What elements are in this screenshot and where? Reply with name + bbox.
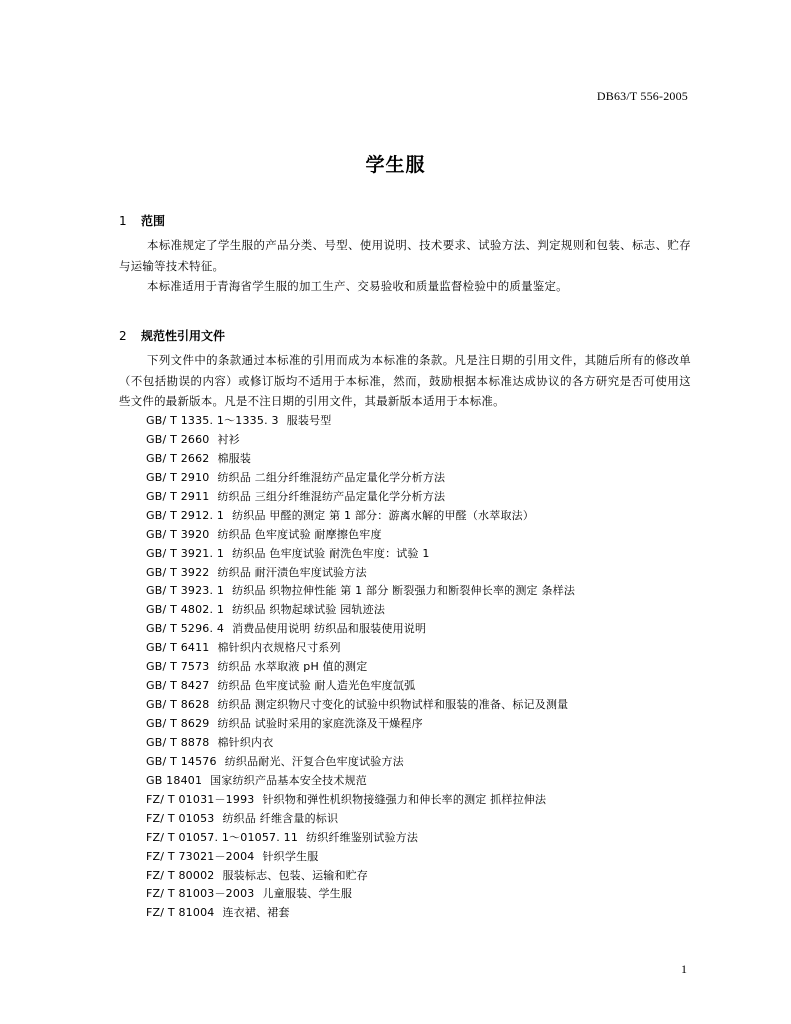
reference-item (146, 507, 575, 526)
reference-code: GB/ T 7573 (146, 660, 210, 674)
paragraph: 下列文件中的条款通过本标准的引用而成为本标准的条款。凡是注日期的引用文件，其随后所有的修改单（不包括勘误的内容）或修订版均不适用于本标准，然而，鼓励根据本标准达成协议的各方研究是否可使用这些文件的最新版本。凡是不注日期的引用文件，其最新版本适用于本标准。 (119, 353, 691, 408)
reference-item (146, 582, 575, 601)
reference-item (146, 412, 575, 431)
reference-code: FZ/ T 01057. 1～01057. 11 (146, 830, 299, 844)
section-title: 范围 (141, 214, 166, 228)
reference-item (146, 545, 575, 564)
paragraph: 本标准规定了学生服的产品分类、号型、使用说明、技术要求、试验方法、判定规则和包装、标志、贮存与运输等技术特征。 (119, 238, 691, 273)
reference-item (146, 677, 575, 696)
reference-list (146, 412, 575, 923)
reference-code: GB/ T 3922 (146, 565, 210, 579)
reference-item (146, 450, 575, 469)
reference-code: GB/ T 5296. 4 (146, 622, 225, 636)
reference-code: GB/ T 8628 (146, 698, 210, 712)
reference-title: 纺织品 试验时采用的家庭洗涤及干燥程序 (217, 717, 423, 730)
reference-code: GB/ T 2662 (146, 451, 210, 465)
reference-title: 纺织品 二组分纤维混纺产品定量化学分析方法 (217, 470, 446, 484)
reference-title: 针织学生服 (262, 849, 319, 863)
reference-item (146, 564, 575, 583)
reference-item (146, 904, 575, 923)
reference-item (146, 469, 575, 488)
reference-item (146, 696, 575, 715)
reference-code: GB/ T 3923. 1 (146, 584, 225, 598)
reference-item (146, 867, 575, 886)
reference-title: 纺织品 织物拉伸性能 第 1 部分 断裂强力和断裂伸长率的测定 条样法 (232, 584, 576, 598)
reference-title: 纺织品耐光、汗复合色牢度试验方法 (224, 754, 404, 768)
reference-title: 纺织品 色牢度试验 耐人造光色牢度氙弧 (217, 679, 416, 693)
page-title: 学生服 (365, 154, 426, 176)
reference-code: GB/ T 2910 (146, 470, 210, 484)
reference-item (146, 639, 575, 658)
reference-item (146, 734, 575, 753)
reference-item (146, 620, 575, 639)
reference-title: 纺织品 测定织物尺寸变化的试验中织物试样和服装的准备、标记及测量 (217, 698, 569, 712)
reference-title: 纺织品 色牢度试验 耐洗色牢度：试验 1 (232, 546, 430, 560)
reference-code: GB/ T 2660 (146, 432, 210, 446)
reference-code: GB/ T 2912. 1 (146, 508, 225, 522)
section-title: 规范性引用文件 (141, 329, 226, 343)
reference-code: GB/ T 14576 (146, 754, 217, 768)
reference-item (146, 753, 575, 772)
section-number: 1 (119, 214, 127, 228)
reference-title: 儿童服装、学生服 (262, 887, 353, 901)
reference-item (146, 810, 575, 829)
reference-code: FZ/ T 80002 (146, 868, 215, 882)
reference-item (146, 715, 575, 734)
reference-code: GB 18401 (146, 773, 203, 787)
reference-code: GB/ T 8427 (146, 679, 210, 693)
reference-title: 纺织品 织物起球试验 园轨迹法 (232, 603, 386, 617)
reference-title: 纺织品 纤维含量的标识 (222, 811, 339, 825)
reference-code: GB/ T 6411 (146, 641, 210, 655)
section-number: 2 (119, 329, 127, 343)
reference-item (146, 829, 575, 848)
reference-code: FZ/ T 81003－2003 (146, 887, 255, 901)
reference-code: GB/ T 8629 (146, 717, 210, 730)
reference-title: 纺织纤维鉴别试验方法 (306, 830, 419, 844)
reference-title: 纺织品 甲醛的测定 第 1 部分：游离水解的甲醛（水萃取法） (232, 508, 535, 522)
reference-title: 纺织品 耐汗渍色牢度试验方法 (217, 565, 367, 579)
reference-item (146, 885, 575, 904)
reference-code: GB/ T 8878 (146, 735, 210, 749)
reference-item (146, 488, 575, 507)
reference-title: 棉服装 (217, 451, 252, 465)
reference-title: 衬衫 (217, 432, 240, 446)
reference-code: GB/ T 4802. 1 (146, 603, 225, 617)
reference-title: 棉针织内衣规格尺寸系列 (217, 641, 341, 655)
reference-title: 纺织品 色牢度试验 耐摩擦色牢度 (217, 527, 382, 541)
reference-code: FZ/ T 01031－1993 (146, 792, 255, 806)
paragraph: 本标准适用于青海省学生服的加工生产、交易验收和质量监督检验中的质量鉴定。 (147, 279, 568, 293)
section-heading-references (119, 327, 225, 344)
reference-item (146, 601, 575, 620)
reference-title: 连衣裙、裙套 (222, 906, 290, 920)
reference-code: GB/ T 3921. 1 (146, 546, 225, 560)
reference-item (146, 431, 575, 450)
reference-title: 国家纺织产品基本安全技术规范 (210, 773, 367, 787)
reference-title: 纺织品 三组分纤维混纺产品定量化学分析方法 (217, 489, 446, 503)
reference-code: FZ/ T 73021－2004 (146, 849, 255, 863)
reference-title: 服装标志、包装、运输和贮存 (222, 868, 369, 882)
reference-title: 纺织品 水萃取液 pH 值的测定 (217, 660, 368, 674)
page-number: 1 (681, 962, 687, 976)
section-heading-scope (119, 212, 165, 229)
reference-code: GB/ T 1335. 1～1335. 3 (146, 414, 279, 427)
reference-code: GB/ T 3920 (146, 527, 210, 541)
reference-code: FZ/ T 81004 (146, 906, 215, 920)
reference-item (146, 772, 575, 791)
reference-title: 针织物和弹性机织物接缝强力和伸长率的测定 抓样拉伸法 (262, 792, 547, 806)
reference-code: FZ/ T 01053 (146, 811, 215, 825)
reference-item (146, 848, 575, 867)
reference-item (146, 526, 575, 545)
document-code: DB63/T 556-2005 (596, 89, 688, 103)
reference-title: 棉针织内衣 (217, 735, 274, 749)
reference-title: 服装号型 (286, 414, 332, 427)
reference-item (146, 791, 575, 810)
reference-title: 消费品使用说明 纺织品和服装使用说明 (232, 622, 427, 636)
reference-code: GB/ T 2911 (146, 489, 210, 503)
reference-item (146, 658, 575, 677)
